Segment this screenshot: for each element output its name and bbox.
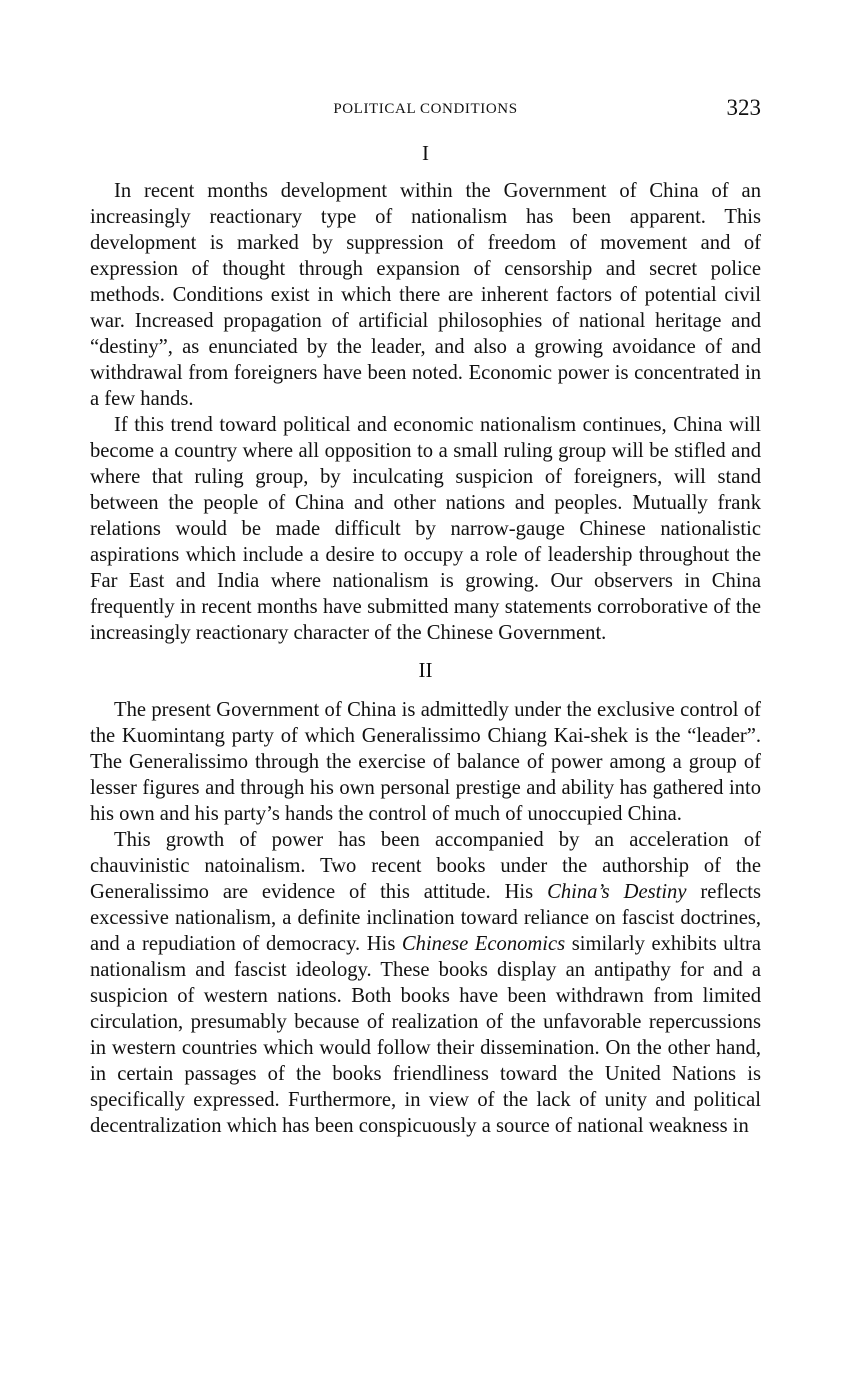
text-run: similarly exhibits ultra nationalism and fascist ideology. These books display an antipathy for and a suspicion of western nations. Both books have been withdrawn from limited circulation, presumably because of realization of the unfavorable repercussions in western countries which would follow their dissemination. On the other hand, in certain passages of the books friendliness toward the United Nations is specifically expressed. Furthermore, in view of the lack of unity and political decentralization which has been conspicuously a source of national weakness in	[90, 933, 761, 1137]
paragraph: In recent months development within the Government of China of an increasingly reactionary type of nationalism has been apparent. This development is marked by suppression of freedom of movement and of expression of thought through expansion of censorship and secret police methods. Conditions exist in which there are inherent factors of potential civil war. Increased propagation of artificial philosophies of national heritage and “destiny”, as enunciated by the leader, and also a growing avoidance of and withdrawal from foreigners have been noted. Economic power is concentrated in a few hands.	[90, 180, 761, 410]
text-run: This growth of power has been accompanied by an acceleration of chauvinistic natoinalism. Two recent books under the authorship of the Generalissimo are evidence of this attitude. His	[90, 829, 761, 903]
running-title: POLITICAL CONDITIONS	[333, 101, 518, 117]
book-title-chinese-economics: Chinese Economics	[401, 933, 566, 955]
paragraph: If this trend toward political and economic nationalism continues, China will become a country where all opposition to a small ruling group will be stifled and where that ruling group, by inculcating suspicion of foreigners, will stand between the people of China and other nations and peoples. Mutually frank relations would be made difficult by narrow-gauge Chinese nationalistic aspirations which include a desire to occupy a role of leadership throughout the Far East and India where nationalism is growing. Our observers in China frequently in recent months have submitted many statements corroborative of the increasingly reactionary character of the Chinese Government.	[90, 414, 761, 644]
section-heading-1: I	[422, 141, 429, 165]
document-page	[90, 95, 761, 1139]
section-heading-2: II	[418, 658, 433, 682]
book-title-chinas-destiny: China’s Destiny	[547, 881, 687, 903]
text-run: reflects excessive nationalism, a definite inclination toward reliance on fascist doctrines, and a repudiation of democracy. His	[90, 881, 761, 955]
paragraph: The present Government of China is admittedly under the exclusive control of the Kuomintang party of which Generalissimo Chiang Kai-shek is the “leader”. The Generalissimo through the exercise of balance of power among a group of lesser figures and through his own personal prestige and ability has gathered into his own and his party’s hands the control of much of unoccupied China.	[90, 699, 761, 825]
page-header	[90, 95, 761, 127]
paragraph-with-book-titles	[90, 827, 761, 1139]
page-number: 323	[726, 95, 761, 120]
